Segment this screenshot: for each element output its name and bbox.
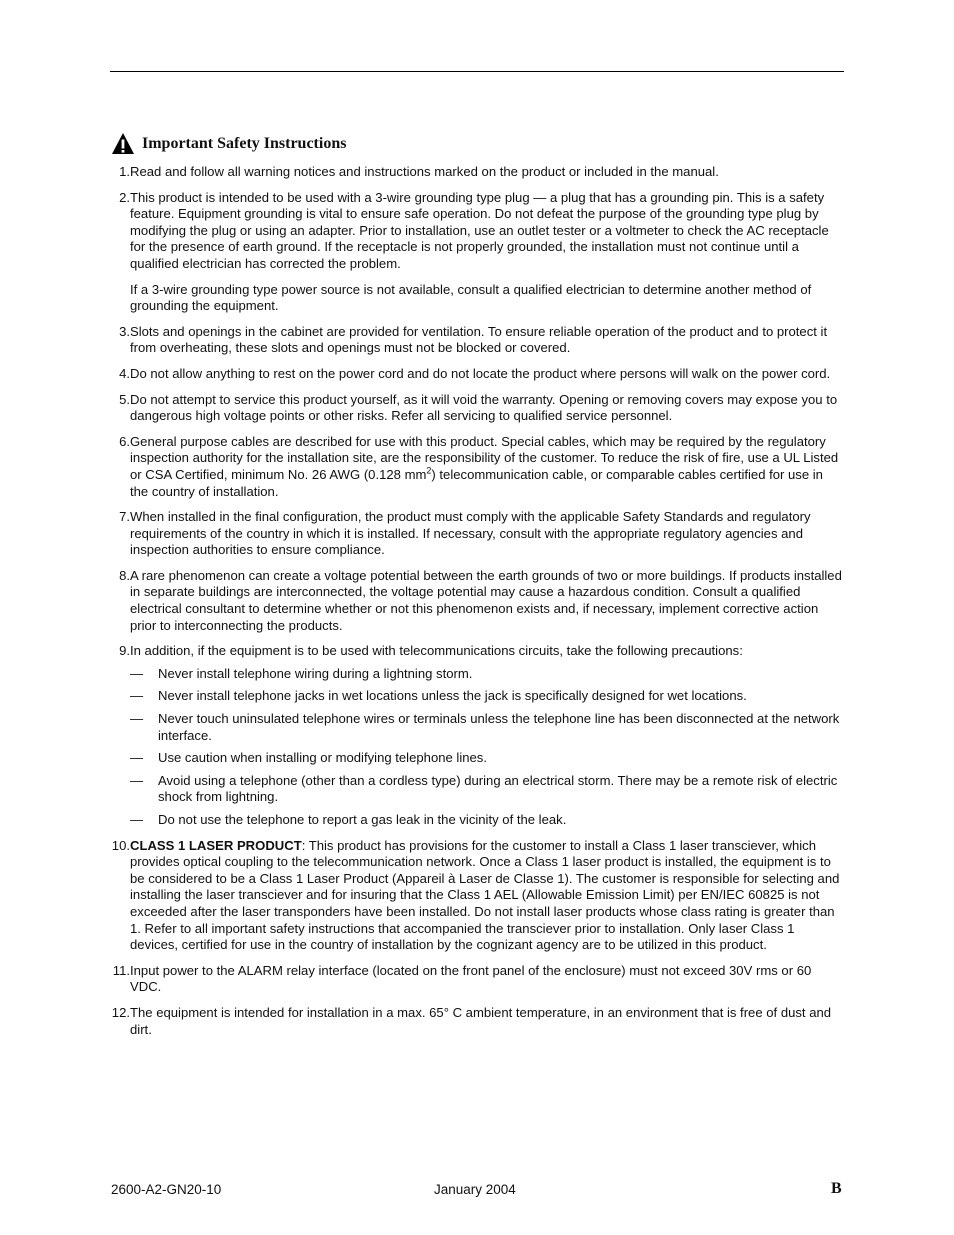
item-text [130, 838, 843, 954]
instructions-list [111, 164, 843, 1047]
item-text: Do not attempt to service this product yourself, as it will void the warranty. Opening or removing covers may expose you to dangerous high voltage points or other risks. Refer all servicing to qualified service personnel. [130, 391, 838, 424]
precautions-list [130, 666, 843, 829]
document-date: January 2004 [434, 1182, 516, 1197]
sub-item [130, 688, 843, 705]
list-item [111, 643, 843, 828]
list-item [111, 434, 843, 500]
item-number: 6. [119, 433, 130, 449]
page-number: B [831, 1180, 842, 1197]
list-item [111, 509, 843, 559]
item-number: 11. [112, 962, 130, 978]
sub-item [130, 666, 843, 683]
item-text: Read and follow all warning notices and instructions marked on the product or included in the manual. [130, 164, 719, 179]
item-text: Input power to the ALARM relay interface (located on the front panel of the enclosure) must not exceed 30V rms or 60 VDC. [130, 962, 812, 995]
item-text: The equipment is intended for installation in a max. 65° C ambient temperature, in an environment that is free of dust and dirt. [130, 1004, 832, 1037]
sub-item-text: Never install telephone wiring during a lightning storm. [158, 665, 473, 681]
dash: — [130, 772, 144, 788]
list-item [111, 190, 843, 315]
dash: — [130, 750, 144, 766]
item-number: 9. [119, 643, 130, 659]
header-rule [110, 71, 844, 72]
item-text-end: ) telecommunication cable, or comparable cables certified for use in the country of installation. [130, 466, 823, 499]
warning-triangle-icon [111, 132, 135, 156]
item-number: 4. [119, 365, 130, 381]
sub-item [130, 750, 843, 767]
list-item [111, 324, 843, 357]
item-number: 8. [119, 567, 130, 583]
document-number: 2600-A2-GN20-10 [111, 1182, 222, 1197]
item-number: 7. [119, 509, 130, 525]
list-item [111, 838, 843, 954]
list-item [111, 164, 843, 181]
superscript: 2 [426, 465, 432, 476]
item-text: When installed in the final configuration, the product must comply with the applicable Safety Standards and regulatory requirements of the country in which it is installed. If necessary, consult with the appropriate regulatory agencies and inspection authorities to ensure compliance. [130, 509, 811, 558]
sub-item-text: Do not use the telephone to report a gas leak in the vicinity of the leak. [158, 812, 567, 827]
item-number: 12. [111, 1004, 130, 1020]
item-text: A rare phenomenon can create a voltage potential between the earth grounds of two or more buildings. If products installed in separate buildings are interconnected, the voltage potential may cause a hazardous condition. Consult a qualified electrical consultant to determine whether or not this phenomenon exists and, if necessary, implement corrective action prior to interconnecting the products. [130, 567, 842, 633]
dash: — [130, 711, 144, 727]
section-heading [111, 131, 346, 157]
item-text: Slots and openings in the cabinet are provided for ventilation. To ensure reliable operation of the product and to protect it from overheating, these slots and openings must not be blocked or covered. [130, 323, 828, 356]
sub-item [130, 711, 843, 744]
page-title: Important Safety Instructions [142, 135, 347, 152]
item-number: 5. [119, 391, 130, 407]
list-item [111, 392, 843, 425]
item-text: If a 3-wire grounding type power source is not available, consult a qualified electrician to determine another method of grounding the equipment. [130, 281, 812, 314]
sub-item-text: Never touch uninsulated telephone wires or terminals unless the telephone line has been disconnected at the network interface. [158, 711, 840, 743]
sub-item [130, 773, 843, 806]
item-number: 1. [119, 164, 130, 179]
sub-item-text: Never install telephone jacks in wet locations unless the jack is specifically designed for wet locations. [158, 688, 747, 704]
item-number: 10. [111, 837, 130, 853]
list-item [111, 366, 843, 383]
list-item [111, 568, 843, 634]
sub-item-text: Use caution when installing or modifying telephone lines. [158, 750, 487, 766]
sub-item [130, 812, 843, 829]
item-number: 2. [119, 189, 130, 205]
item-text [130, 434, 843, 500]
item-text: In addition, if the equipment is to be used with telecommunications circuits, take the following precautions: [130, 643, 743, 659]
list-item [111, 1005, 843, 1038]
laser-product-label: CLASS 1 LASER PRODUCT [130, 837, 302, 853]
item-text: This product is intended to be used with a 3-wire grounding type plug — a plug that has a grounding pin. This is a safety feature. Equipment grounding is vital to ensure safe operation. Do not defeat the purpose of the grounding type plug by modifying the plug or using an adapter. Prior to installation, use an outlet tester or a voltmeter to check the AC receptacle for the presence of earth ground. If the receptacle is not properly grounded, the installation must not continue until a qualified electrician has corrected the problem. [130, 189, 829, 271]
dash: — [130, 665, 144, 681]
laser-product-text: : This product has provisions for the customer to install a Class 1 laser transciever, which provides optical coupling to the telecommunication network. Once a Class 1 laser product is installed, the equipment is to be considered to be a Class 1 Laser Product (Appareil à Laser de Classe 1). The customer is responsible for selecting and installing the laser transciever and for insuring that the Class 1 AEL (Allowable Emission Limit) per EN/IEC 60825 is not exceeded after the laser transponders have been installed. Do not install laser products whose class rating is greater than 1. Refer to all important safety instructions that accompanied the transciever prior to installation. Only laser Class 1 devices, certified for use in the country of installation by the cognizant agency are to be utilized in this product. [130, 837, 840, 953]
item-text: Do not allow anything to rest on the power cord and do not locate the product where persons will walk on the power cord. [130, 365, 831, 381]
sub-item-text: Avoid using a telephone (other than a cordless type) during an electrical storm. There may be a remote risk of electric shock from lightning. [158, 772, 838, 805]
list-item [111, 963, 843, 996]
dash: — [130, 688, 144, 704]
item-number: 3. [119, 323, 130, 339]
dash: — [130, 812, 144, 827]
item-text-start: General purpose cables are described for use with this product. Special cables, which may be required by the regulatory inspection authority for the installation site, are the responsibility of the customer. To reduce the risk of fire, use a UL Listed or CSA Certified, minimum No. 26 AWG (0.128 mm [130, 433, 839, 482]
